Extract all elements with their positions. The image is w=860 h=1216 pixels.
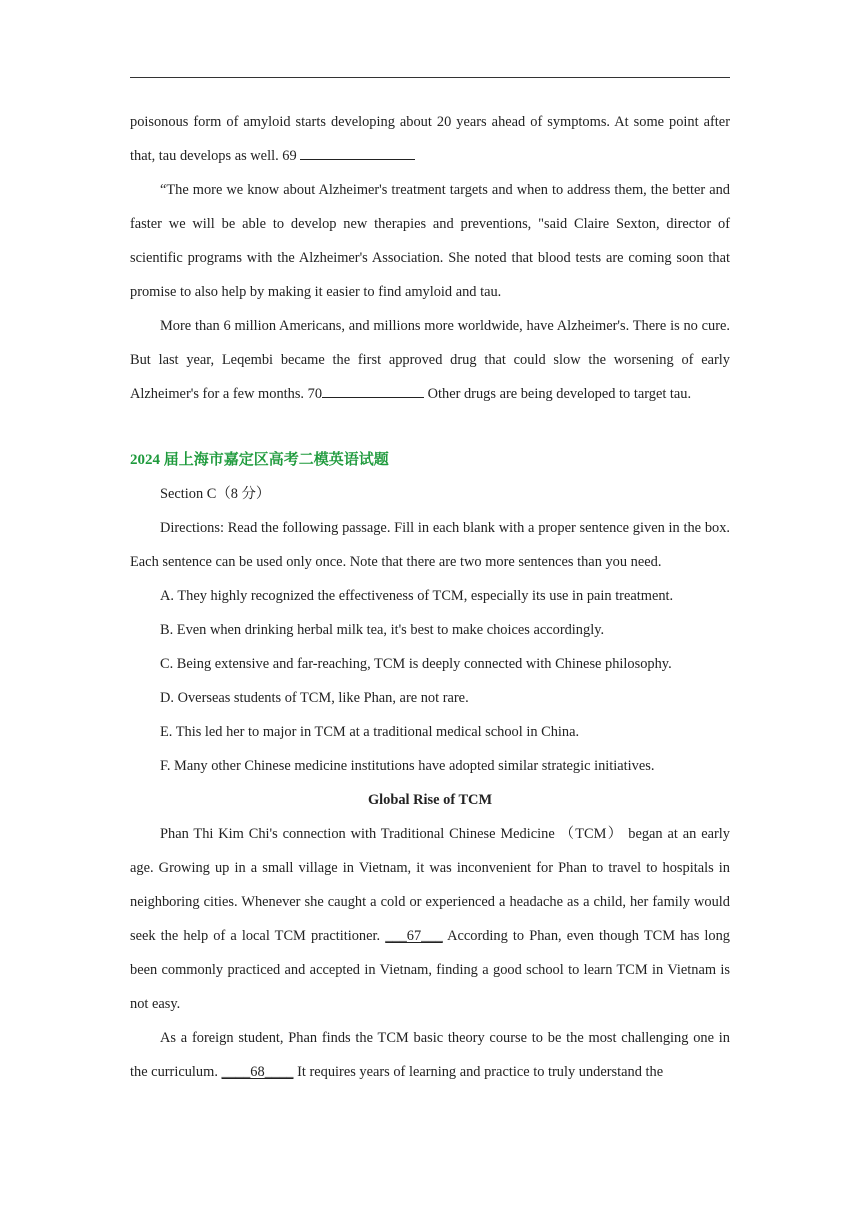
option-a: A. They highly recognized the effectiveness of TCM, especially its use in pain treatment. bbox=[160, 588, 674, 604]
section-label: Section C（8 分） bbox=[160, 486, 271, 502]
option-c: C. Being extensive and far-reaching, TCM is deeply connected with Chinese philosophy. bbox=[160, 656, 672, 672]
paragraph-phan: Phan Thi Kim Chi's connection with Traditional Chinese Medicine （TCM） began at an early age. Growing up in a small village in Vietnam, it was inconvenient for Phan to travel to hospitals in neighboring cities. Whenever she caught a cold or experienced a headache as a child, her family would seek the help of a local TCM practitioner. ___67___ According to Phan, even though TCM has long been commonly practiced and accepted in Vietnam, finding a good school to learn TCM in Vietnam is not easy. bbox=[130, 826, 730, 1012]
option-f: F. Many other Chinese medicine institutions have adopted similar strategic initiatives. bbox=[160, 758, 655, 774]
blank-68[interactable]: ____68____ bbox=[221, 1064, 294, 1080]
paragraph-sexton: “The more we know about Alzheimer's treatment targets and when to address them, the better and faster we will be able to develop new therapies and preventions, "said Claire Sexton, director of scientific programs with the Alzheimer's Association. She noted that blood tests are coming soon that promise to also help by making it easier to find amyloid and tau. bbox=[130, 182, 730, 300]
paragraph-amyloid: poisonous form of amyloid starts developing about 20 years ahead of symptoms. At some point after that, tau develops as well. 69 bbox=[130, 114, 730, 164]
directions: Directions: Read the following passage. Fill in each blank with a proper sentence given in the box. Each sentence can be used only once. Note that there are two more sentences than you need. bbox=[130, 520, 730, 570]
blank-69[interactable] bbox=[300, 159, 415, 160]
blank-70[interactable] bbox=[322, 397, 424, 398]
paragraph-foreign-student: As a foreign student, Phan finds the TCM basic theory course to be the most challenging one in the curriculum. ____68____ It requires years of learning and practice to truly understand the bbox=[130, 1030, 730, 1080]
text-column bbox=[130, 105, 730, 1089]
option-d: D. Overseas students of TCM, like Phan, are not rare. bbox=[160, 690, 469, 706]
passage-title: Global Rise of TCM bbox=[367, 792, 493, 808]
blank-67[interactable]: ___67___ bbox=[385, 928, 443, 944]
option-e: E. This led her to major in TCM at a traditional medical school in China. bbox=[160, 724, 580, 740]
paragraph-leqembi: More than 6 million Americans, and millions more worldwide, have Alzheimer's. There is no cure. But last year, Leqembi became the first approved drug that could slow the worsening of early Alzheimer's for a few months. 70 Other drugs are being developed to target tau. bbox=[130, 318, 730, 402]
exam-heading: 2024 届上海市嘉定区高考二模英语试题 bbox=[130, 452, 389, 468]
header-rule bbox=[130, 77, 730, 78]
option-b: B. Even when drinking herbal milk tea, it's best to make choices accordingly. bbox=[160, 622, 605, 638]
